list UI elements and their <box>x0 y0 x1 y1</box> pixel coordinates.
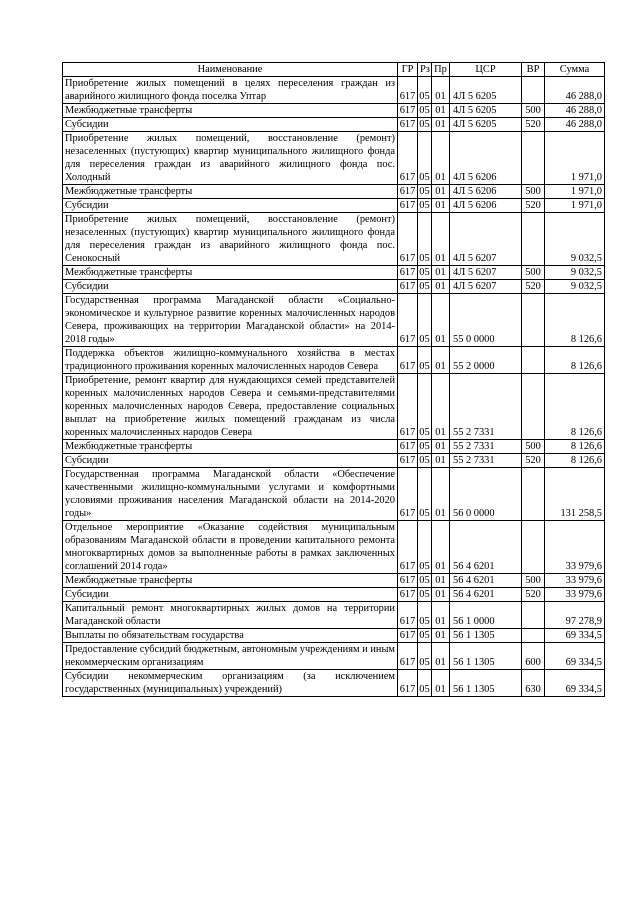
cell-sum: 69 334,5 <box>545 643 605 670</box>
cell-gr: 617 <box>398 521 418 574</box>
cell-vr <box>522 521 545 574</box>
cell-rz: 05 <box>419 186 430 197</box>
cell-name: Приобретение жилых помещений в целях переселения граждан из аварийного жилищного фонда поселка Уптар <box>63 77 398 104</box>
table-row <box>63 185 605 199</box>
cell-sum: 69 334,5 <box>545 670 605 697</box>
table-row <box>63 104 605 118</box>
cell-name: Межбюджетные трансферты <box>63 440 398 454</box>
cell-csr: 55 2 7331 <box>450 374 522 440</box>
table-row <box>63 440 605 454</box>
cell-csr: 55 2 7331 <box>450 440 522 454</box>
cell-pr: 01 <box>432 118 450 132</box>
cell-pr: 01 <box>432 374 450 440</box>
cell-rz: 05 <box>419 630 430 641</box>
cell-csr: 55 2 7331 <box>450 454 522 468</box>
cell-sum: 69 334,5 <box>545 629 605 643</box>
cell-pr: 01 <box>432 588 450 602</box>
cell-name: Капитальный ремонт многоквартирных жилых домов на территории Магаданской области <box>63 602 398 629</box>
cell-rz: 05 <box>418 77 432 104</box>
cell-sum: 33 979,6 <box>545 521 605 574</box>
cell-vr: 520 <box>522 280 545 294</box>
cell-rz: 05 <box>418 643 432 670</box>
cell-rz: 05 <box>419 200 430 211</box>
cell-csr: 56 1 1305 <box>450 643 522 670</box>
cell-sum: 46 288,0 <box>545 77 605 104</box>
cell-name: Межбюджетные трансферты <box>63 104 398 118</box>
cell-name: Межбюджетные трансферты <box>63 185 398 199</box>
cell-vr: 520 <box>522 454 545 468</box>
cell-csr: 4Л 5 6206 <box>450 185 522 199</box>
cell-pr: 01 <box>432 104 450 118</box>
cell-name: Государственная программа Магаданской области «Обеспечение качественными жилищно-коммунальными услугами и комфортными условиями проживания населения Магаданской области на 2014-2020 годы» <box>63 468 398 521</box>
cell-csr: 56 0 0000 <box>450 468 522 521</box>
table-row <box>63 602 605 629</box>
cell-vr: 500 <box>522 104 545 118</box>
cell-vr: 500 <box>522 266 545 280</box>
table-row <box>63 374 605 440</box>
cell-sum: 9 032,5 <box>545 266 605 280</box>
cell-rz: 05 <box>419 267 430 278</box>
cell-gr: 617 <box>398 280 418 294</box>
cell-sum: 9 032,5 <box>545 280 605 294</box>
cell-pr: 01 <box>432 132 450 185</box>
cell-gr: 617 <box>398 266 418 280</box>
header-gr: ГР <box>398 63 418 77</box>
cell-vr: 500 <box>522 185 545 199</box>
cell-gr: 617 <box>398 643 418 670</box>
cell-csr: 56 1 1305 <box>450 670 522 697</box>
cell-sum: 8 126,6 <box>545 440 605 454</box>
cell-name: Межбюджетные трансферты <box>63 266 398 280</box>
cell-pr: 01 <box>432 280 450 294</box>
cell-csr: 56 1 1305 <box>450 629 522 643</box>
cell-vr <box>522 468 545 521</box>
header-row <box>63 63 605 77</box>
table-row <box>63 118 605 132</box>
table-row <box>63 294 605 347</box>
cell-name: Приобретение, ремонт квартир для нуждающихся семей представителей коренных малочисленных народов Севера и семьями-представителями коренных малочисленных народов Севера, предоставление социальных выплат на приобретение жилых помещений гражданам из числа коренных малочисленных народов Севера <box>63 374 398 440</box>
cell-gr: 617 <box>398 468 418 521</box>
cell-gr: 617 <box>398 670 418 697</box>
cell-pr: 01 <box>432 440 450 454</box>
cell-pr: 01 <box>432 213 450 266</box>
cell-rz: 05 <box>419 455 430 466</box>
cell-gr: 617 <box>398 602 418 629</box>
table-row <box>63 199 605 213</box>
cell-pr: 01 <box>432 454 450 468</box>
cell-gr: 617 <box>398 185 418 199</box>
cell-vr: 630 <box>522 670 545 697</box>
cell-csr: 4Л 5 6207 <box>450 266 522 280</box>
cell-csr: 4Л 5 6207 <box>450 213 522 266</box>
cell-pr: 01 <box>432 574 450 588</box>
cell-gr: 617 <box>398 77 418 104</box>
cell-csr: 4Л 5 6205 <box>450 77 522 104</box>
cell-rz: 05 <box>419 441 430 452</box>
cell-sum: 1 971,0 <box>545 199 605 213</box>
cell-rz: 05 <box>418 294 432 347</box>
table-row <box>63 574 605 588</box>
cell-vr: 520 <box>522 588 545 602</box>
table-row <box>63 213 605 266</box>
cell-gr: 617 <box>398 347 418 374</box>
cell-csr: 56 4 6201 <box>450 588 522 602</box>
cell-pr: 01 <box>432 643 450 670</box>
cell-sum: 97 278,9 <box>545 602 605 629</box>
cell-vr: 500 <box>522 440 545 454</box>
cell-gr: 617 <box>398 440 418 454</box>
cell-name: Приобретение жилых помещений, восстановление (ремонт) незаселенных (пустующих) квартир муниципального жилищного фонда для переселения граждан из аварийного жилищного фонда пос. Сенокосный <box>63 213 398 266</box>
header-rz: Рз <box>418 63 432 77</box>
cell-vr: 600 <box>522 643 545 670</box>
table-row <box>63 521 605 574</box>
cell-name: Поддержка объектов жилищно-коммунального хозяйства в местах традиционного проживания коренных малочисленных народов Севера <box>63 347 398 374</box>
cell-gr: 617 <box>398 574 418 588</box>
cell-pr: 01 <box>432 185 450 199</box>
cell-name: Субсидии <box>63 280 398 294</box>
cell-rz: 05 <box>418 132 432 185</box>
cell-name: Государственная программа Магаданской области «Социально-экономическое и культурное развитие коренных малочисленных народов Севера, проживающих на территории Магаданской области» на 2014-2018 годы» <box>63 294 398 347</box>
cell-name: Предоставление субсидий бюджетным, автономным учреждениям и иным некоммерческим организациям <box>63 643 398 670</box>
cell-rz: 05 <box>418 521 432 574</box>
cell-sum: 33 979,6 <box>545 574 605 588</box>
table-row <box>63 629 605 643</box>
table-row <box>63 454 605 468</box>
cell-sum: 131 258,5 <box>545 468 605 521</box>
cell-sum: 33 979,6 <box>545 588 605 602</box>
cell-sum: 9 032,5 <box>545 213 605 266</box>
cell-csr: 4Л 5 6206 <box>450 132 522 185</box>
cell-sum: 1 971,0 <box>545 132 605 185</box>
cell-vr: 520 <box>522 118 545 132</box>
cell-csr: 4Л 5 6205 <box>450 104 522 118</box>
cell-name: Субсидии <box>63 588 398 602</box>
table-row <box>63 468 605 521</box>
cell-csr: 56 4 6201 <box>450 574 522 588</box>
cell-vr <box>522 213 545 266</box>
cell-rz: 05 <box>418 602 432 629</box>
cell-vr <box>522 294 545 347</box>
cell-name: Приобретение жилых помещений, восстановление (ремонт) незаселенных (пустующих) квартир муниципального жилищного фонда для переселения граждан из аварийного жилищного фонда пос. Холодный <box>63 132 398 185</box>
header-pr: Пр <box>432 63 450 77</box>
header-vr: ВР <box>522 63 545 77</box>
cell-rz: 05 <box>419 575 430 586</box>
cell-name: Субсидии <box>63 118 398 132</box>
cell-csr: 55 2 0000 <box>450 347 522 374</box>
table-row <box>63 588 605 602</box>
cell-gr: 617 <box>398 454 418 468</box>
cell-pr: 01 <box>432 670 450 697</box>
cell-pr: 01 <box>432 347 450 374</box>
cell-rz: 05 <box>419 589 430 600</box>
cell-csr: 4Л 5 6206 <box>450 199 522 213</box>
table-row <box>63 347 605 374</box>
cell-name: Выплаты по обязательствам государства <box>63 629 398 643</box>
table-row <box>63 266 605 280</box>
cell-sum: 1 971,0 <box>545 185 605 199</box>
cell-vr <box>522 374 545 440</box>
cell-pr: 01 <box>432 629 450 643</box>
cell-vr <box>522 132 545 185</box>
cell-pr: 01 <box>432 521 450 574</box>
table-row <box>63 77 605 104</box>
cell-gr: 617 <box>398 199 418 213</box>
cell-gr: 617 <box>398 294 418 347</box>
cell-vr: 520 <box>522 199 545 213</box>
cell-sum: 8 126,6 <box>545 294 605 347</box>
cell-gr: 617 <box>398 132 418 185</box>
table-row <box>63 670 605 697</box>
cell-sum: 46 288,0 <box>545 118 605 132</box>
cell-vr <box>522 629 545 643</box>
table-row <box>63 643 605 670</box>
table-body <box>63 77 605 697</box>
cell-pr: 01 <box>432 77 450 104</box>
cell-gr: 617 <box>398 588 418 602</box>
cell-gr: 617 <box>398 118 418 132</box>
cell-rz: 05 <box>418 374 432 440</box>
cell-rz: 05 <box>419 281 430 292</box>
cell-pr: 01 <box>432 294 450 347</box>
cell-csr: 56 1 0000 <box>450 602 522 629</box>
cell-csr: 4Л 5 6205 <box>450 118 522 132</box>
cell-csr: 55 0 0000 <box>450 294 522 347</box>
cell-name: Субсидии <box>63 454 398 468</box>
cell-gr: 617 <box>398 213 418 266</box>
cell-pr: 01 <box>432 199 450 213</box>
cell-sum: 8 126,6 <box>545 454 605 468</box>
cell-vr <box>522 602 545 629</box>
cell-pr: 01 <box>432 266 450 280</box>
cell-gr: 617 <box>398 374 418 440</box>
header-name: Наименование <box>63 63 398 77</box>
cell-rz: 05 <box>418 670 432 697</box>
cell-sum: 8 126,6 <box>545 347 605 374</box>
cell-pr: 01 <box>432 602 450 629</box>
cell-sum: 8 126,6 <box>545 374 605 440</box>
cell-csr: 56 4 6201 <box>450 521 522 574</box>
table-row <box>63 280 605 294</box>
cell-rz: 05 <box>418 347 432 374</box>
cell-vr <box>522 77 545 104</box>
cell-name: Межбюджетные трансферты <box>63 574 398 588</box>
table-row <box>63 132 605 185</box>
header-csr: ЦСР <box>450 63 522 77</box>
cell-name: Отдельное мероприятие «Оказание содействия муниципальным образованиям Магаданской области в проведении капитального ремонта многоквартирных домов за выполненные работы в рамках заключенных соглашений 2014 года» <box>63 521 398 574</box>
cell-vr: 500 <box>522 574 545 588</box>
cell-rz: 05 <box>419 119 430 130</box>
header-sum: Сумма <box>545 63 605 77</box>
cell-vr <box>522 347 545 374</box>
cell-name: Субсидии <box>63 199 398 213</box>
cell-pr: 01 <box>432 468 450 521</box>
cell-rz: 05 <box>419 105 430 116</box>
cell-sum: 46 288,0 <box>545 104 605 118</box>
cell-gr: 617 <box>398 104 418 118</box>
cell-name: Субсидии некоммерческим организациям (за исключением государственных (муниципальных) учреждений) <box>63 670 398 697</box>
cell-csr: 4Л 5 6207 <box>450 280 522 294</box>
budget-table <box>62 62 605 697</box>
cell-rz: 05 <box>418 213 432 266</box>
cell-gr: 617 <box>398 629 418 643</box>
cell-rz: 05 <box>418 468 432 521</box>
